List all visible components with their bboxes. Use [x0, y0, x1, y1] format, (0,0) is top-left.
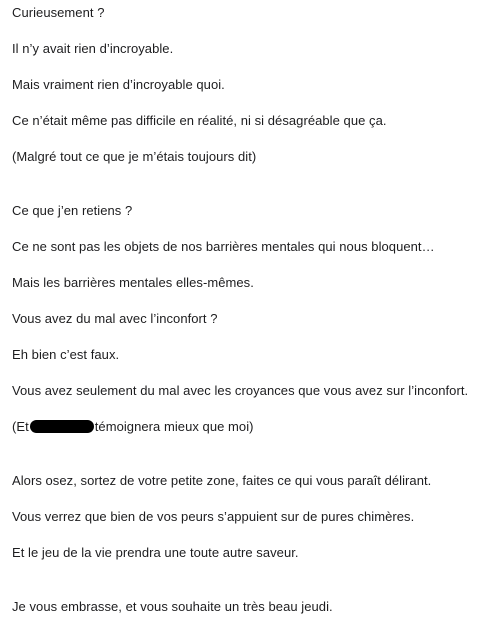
post-paragraph: Ce que j’en retiens ?	[12, 203, 133, 218]
post-paragraph: Mais les barrières mentales elles-mêmes.	[12, 275, 254, 290]
post-paragraph: Je vous embrasse, et vous souhaite un très beau jeudi.	[12, 599, 333, 614]
post-paragraph: Et le jeu de la vie prendra une toute autre saveur.	[12, 545, 299, 560]
post-paragraph: Ce ne sont pas les objets de nos barrières mentales qui nous bloquent…	[12, 239, 435, 254]
post-paragraph: Ce n’était même pas difficile en réalité, ni si désagréable que ça.	[12, 113, 387, 128]
post-paragraph: (Malgré tout ce que je m’étais toujours dit)	[12, 149, 257, 164]
post-paragraph: Vous avez du mal avec l’inconfort ?	[12, 311, 218, 326]
post-paragraph: Vous avez seulement du mal avec les croyances que vous avez sur l’inconfort.	[12, 383, 469, 398]
redacted-line-prefix: (Et	[12, 419, 29, 434]
post-paragraph: Mais vraiment rien d’incroyable quoi.	[12, 77, 225, 92]
redacted-line-suffix: témoignera mieux que moi)	[94, 419, 254, 434]
post-paragraph: Il n’y avait rien d’incroyable.	[12, 41, 174, 56]
post-paragraph: Curieusement ?	[12, 5, 105, 20]
post-paragraph: Alors osez, sortez de votre petite zone, faites ce qui vous paraît délirant.	[12, 473, 432, 488]
post-paragraph: Vous verrez que bien de vos peurs s’appuient sur de pures chimères.	[12, 509, 415, 524]
post-paragraph: Eh bien c’est faux.	[12, 347, 120, 362]
redaction-bar	[30, 420, 94, 433]
post-paragraph-redacted	[12, 419, 254, 435]
